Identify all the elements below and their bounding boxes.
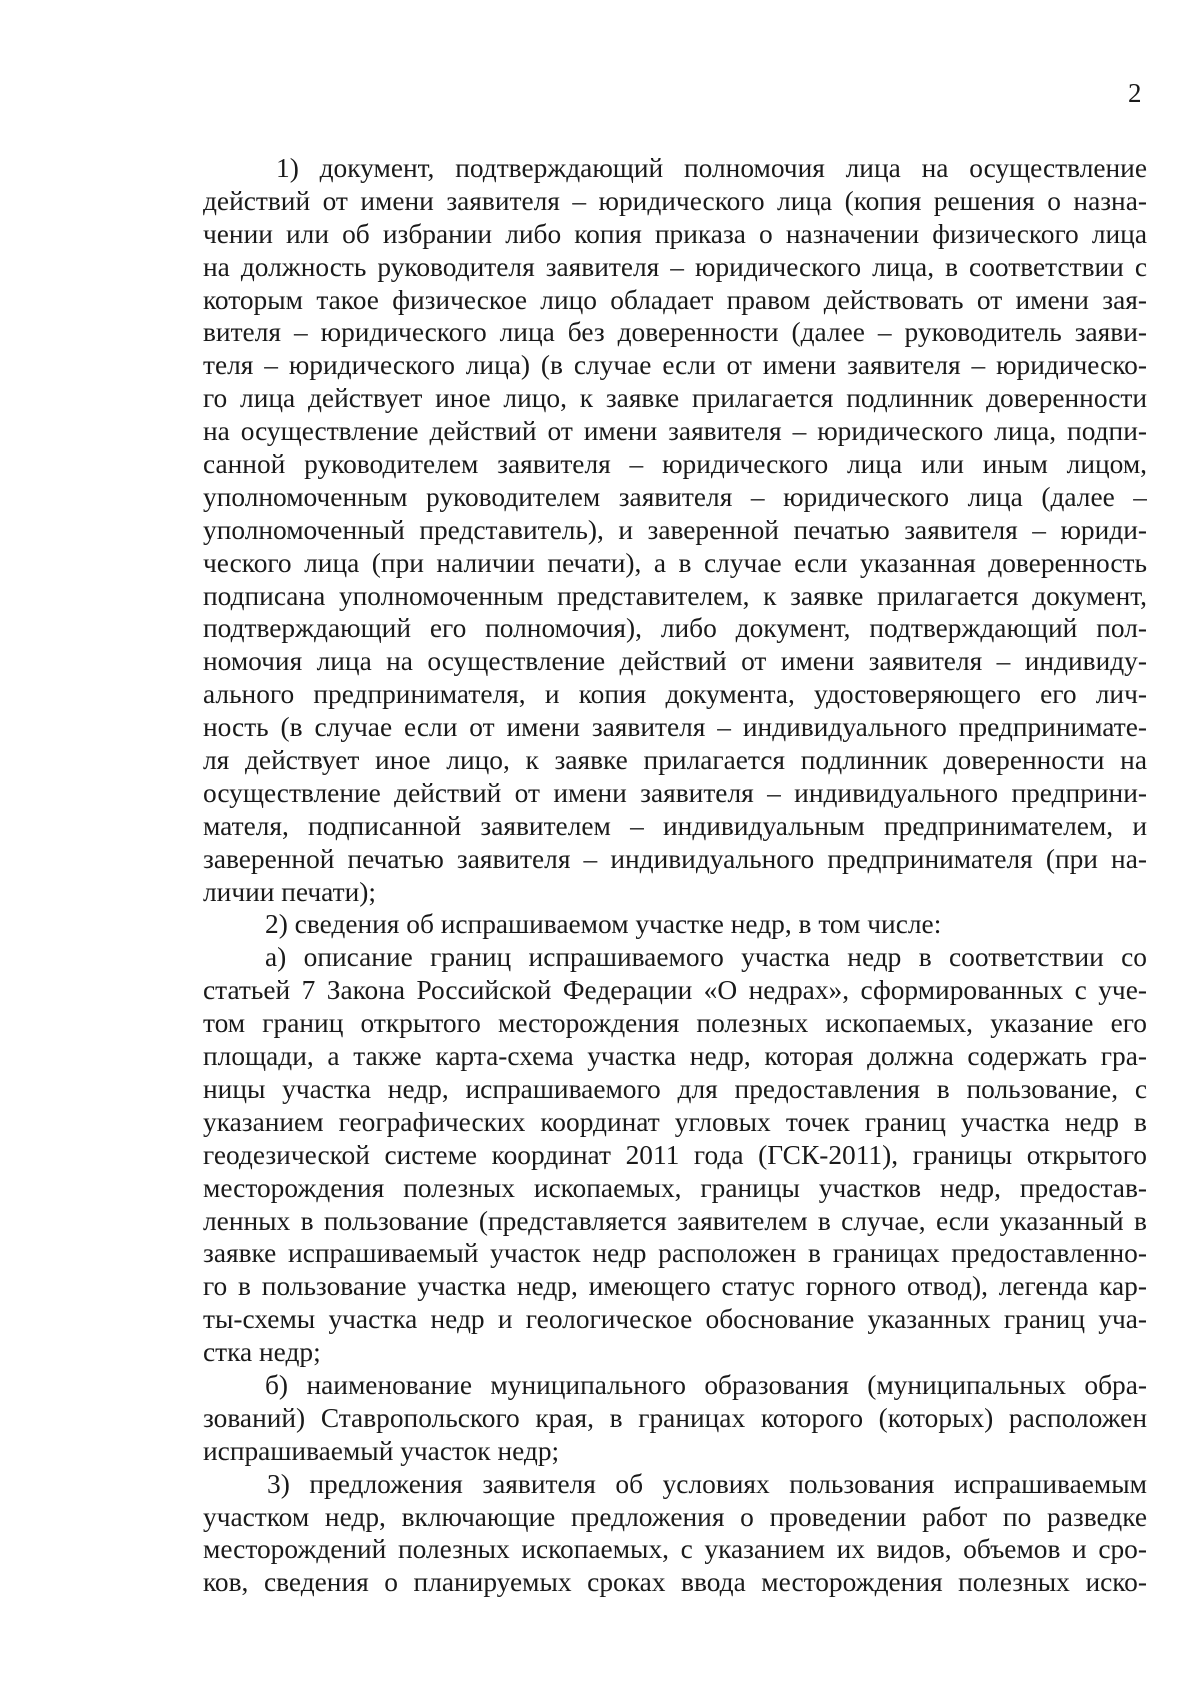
text-line: ность (в случае если от имени заявителя – индивидуального предпринимате- bbox=[203, 712, 1147, 743]
text-line: а) описание границ испрашиваемого участка недр в соответствии со bbox=[265, 942, 1147, 973]
text-line: указанием географических координат угловых точек границ участка недр в bbox=[203, 1106, 1147, 1137]
text-line: вителя – юридического лица без доверенности (далее – руководитель заяви- bbox=[203, 317, 1147, 348]
text-line: личии печати); bbox=[203, 876, 376, 907]
text-line: номочия лица на осуществление действий от имени заявителя – индивиду- bbox=[203, 646, 1147, 677]
text-line: ленных в пользование (представляется заявителем в случае, если указанный в bbox=[203, 1205, 1147, 1236]
text-line: мателя, подписанной заявителем – индивидуальным предпринимателем, и bbox=[203, 810, 1147, 841]
text-line: ницы участка недр, испрашиваемого для предоставления в пользование, с bbox=[203, 1073, 1147, 1104]
text-line: ков, сведения о планируемых сроках ввода месторождения полезных иско- bbox=[203, 1567, 1147, 1598]
text-line: ального предпринимателя, и копия документа, удостоверяющего его лич- bbox=[203, 679, 1147, 710]
text-line: санной руководителем заявителя – юридического лица или иным лицом, bbox=[203, 449, 1147, 480]
text-line: на должность руководителя заявителя – юридического лица, в соответствии с bbox=[203, 251, 1147, 282]
text-line: осуществление действий от имени заявителя – индивидуального предприни- bbox=[203, 777, 1147, 808]
text-line: ческого лица (при наличии печати), а в случае если указанная доверенность bbox=[203, 547, 1147, 578]
text-line: заявке испрашиваемый участок недр расположен в границах предоставленно- bbox=[203, 1238, 1147, 1269]
text-line: площади, а также карта-схема участка недр, которая должна содержать гра- bbox=[203, 1041, 1147, 1072]
text-line: уполномоченный представитель), и заверенной печатью заявителя – юриди- bbox=[203, 514, 1147, 545]
text-line: б) наименование муниципального образования (муниципальных обра- bbox=[265, 1369, 1147, 1400]
text-line: статьей 7 Закона Российской Федерации «О недрах», сформированных с уче- bbox=[203, 975, 1147, 1006]
text-line: чении или об избрании либо копия приказа о назначении физического лица bbox=[203, 218, 1147, 249]
text-line: уполномоченным руководителем заявителя – юридического лица (далее – bbox=[203, 481, 1147, 512]
text-line: подтверждающий его полномочия), либо документ, подтверждающий пол- bbox=[203, 613, 1147, 644]
text-line: участком недр, включающие предложения о проведении работ по разведке bbox=[203, 1501, 1147, 1532]
text-line: заверенной печатью заявителя – индивидуального предпринимателя (при на- bbox=[203, 843, 1147, 874]
document-body bbox=[203, 152, 1147, 1599]
page-number: 2 bbox=[1128, 78, 1142, 108]
text-line: которым такое физическое лицо обладает правом действовать от имени зая- bbox=[203, 284, 1147, 315]
text-line: теля – юридического лица) (в случае если от имени заявителя – юридическо- bbox=[203, 350, 1147, 381]
text-line: ля действует иное лицо, к заявке прилагается подлинник доверенности на bbox=[203, 745, 1147, 776]
text-line: го лица действует иное лицо, к заявке прилагается подлинник доверенности bbox=[203, 383, 1147, 414]
text-line: ты-схемы участка недр и геологическое обоснование указанных границ уча- bbox=[203, 1304, 1147, 1335]
text-line: действий от имени заявителя – юридического лица (копия решения о назна- bbox=[203, 185, 1147, 216]
text-line: на осуществление действий от имени заявителя – юридического лица, подпи- bbox=[203, 416, 1147, 447]
text-line: месторождений полезных ископаемых, с указанием их видов, объемов и сро- bbox=[203, 1534, 1147, 1565]
text-line: подписана уполномоченным представителем, к заявке прилагается документ, bbox=[203, 580, 1147, 611]
text-line: зований) Ставропольского края, в границах которого (которых) расположен bbox=[203, 1402, 1147, 1433]
text-line: 3) предложения заявителя об условиях пользования испрашиваемым bbox=[267, 1468, 1147, 1499]
text-line: го в пользование участка недр, имеющего статус горного отвод), легенда кар- bbox=[203, 1271, 1147, 1302]
text-line: испрашиваемый участок недр; bbox=[203, 1435, 560, 1466]
text-line: стка недр; bbox=[203, 1337, 321, 1368]
text-line: 1) документ, подтверждающий полномочия лица на осуществление bbox=[276, 153, 1147, 183]
text-line: геодезической системе координат 2011 года (ГСК-2011), границы открытого bbox=[203, 1139, 1147, 1170]
text-line: 2) сведения об испрашиваемом участке недр, в том числе: bbox=[265, 909, 942, 940]
text-line: месторождения полезных ископаемых, границы участков недр, предостав- bbox=[203, 1172, 1147, 1203]
text-line: том границ открытого месторождения полезных ископаемых, указание его bbox=[203, 1008, 1147, 1039]
